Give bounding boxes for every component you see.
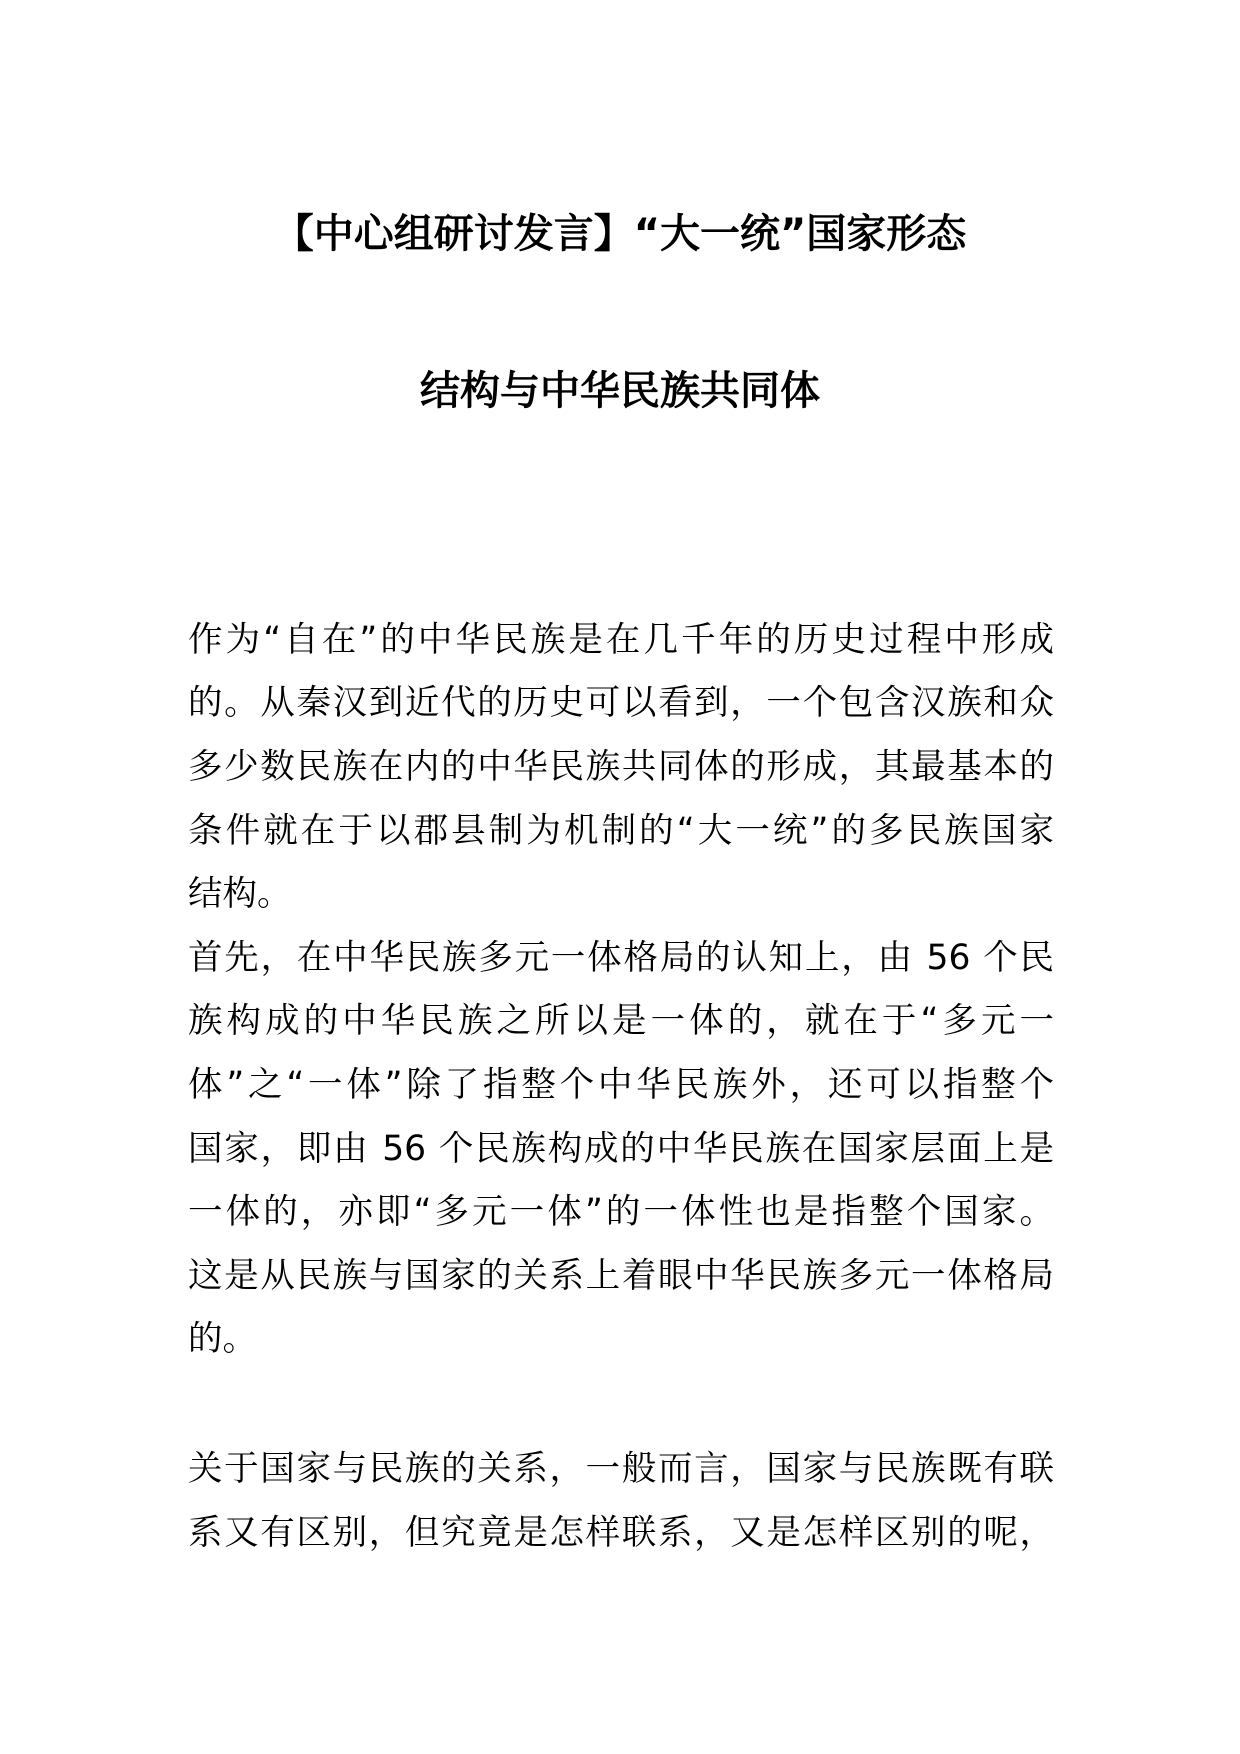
paragraph-2-line-5: 一体的，亦即“多元一体”的一体性也是指整个国家。 [188, 1192, 1054, 1232]
paragraph-2-line-2: 族构成的中华民族之所以是一体的，就在于“多元一 [188, 1001, 1054, 1041]
paragraph-1-line-1: 作为“自在”的中华民族是在几千年的历史过程中形成 [188, 620, 1054, 660]
paragraph-2-line-6: 这是从民族与国家的关系上着眼中华民族多元一体格局 [188, 1256, 1054, 1296]
paragraph-1-line-3: 多少数民族在内的中华民族共同体的形成，其最基本的 [188, 747, 1054, 787]
document-title-line-2: 结构与中华民族共同体 [420, 368, 820, 414]
paragraph-1-line-5: 结构。 [188, 874, 292, 914]
paragraph-3-line-1: 关于国家与民族的关系，一般而言，国家与民族既有联 [188, 1449, 1054, 1489]
paragraph-3-line-2: 系又有区别，但究竟是怎样联系，又是怎样区别的呢， [188, 1513, 1054, 1553]
paragraph-1-line-2: 的。从秦汉到近代的历史可以看到，一个包含汉族和众 [188, 683, 1054, 723]
paragraph-2-line-4: 国家，即由 56 个民族构成的中华民族在国家层面上是 [188, 1129, 1054, 1169]
paragraph-1-line-4: 条件就在于以郡县制为机制的“大一统”的多民族国家 [188, 811, 1054, 851]
paragraph-2-line-3: 体”之“一体”除了指整个中华民族外，还可以指整个 [188, 1065, 1054, 1105]
paragraph-2-line-1: 首先，在中华民族多元一体格局的认知上，由 56 个民 [188, 938, 1054, 978]
document-title-line-1: 【中心组研讨发言】“大一统”国家形态 [273, 211, 967, 257]
paragraph-2-line-7: 的。 [188, 1319, 257, 1359]
